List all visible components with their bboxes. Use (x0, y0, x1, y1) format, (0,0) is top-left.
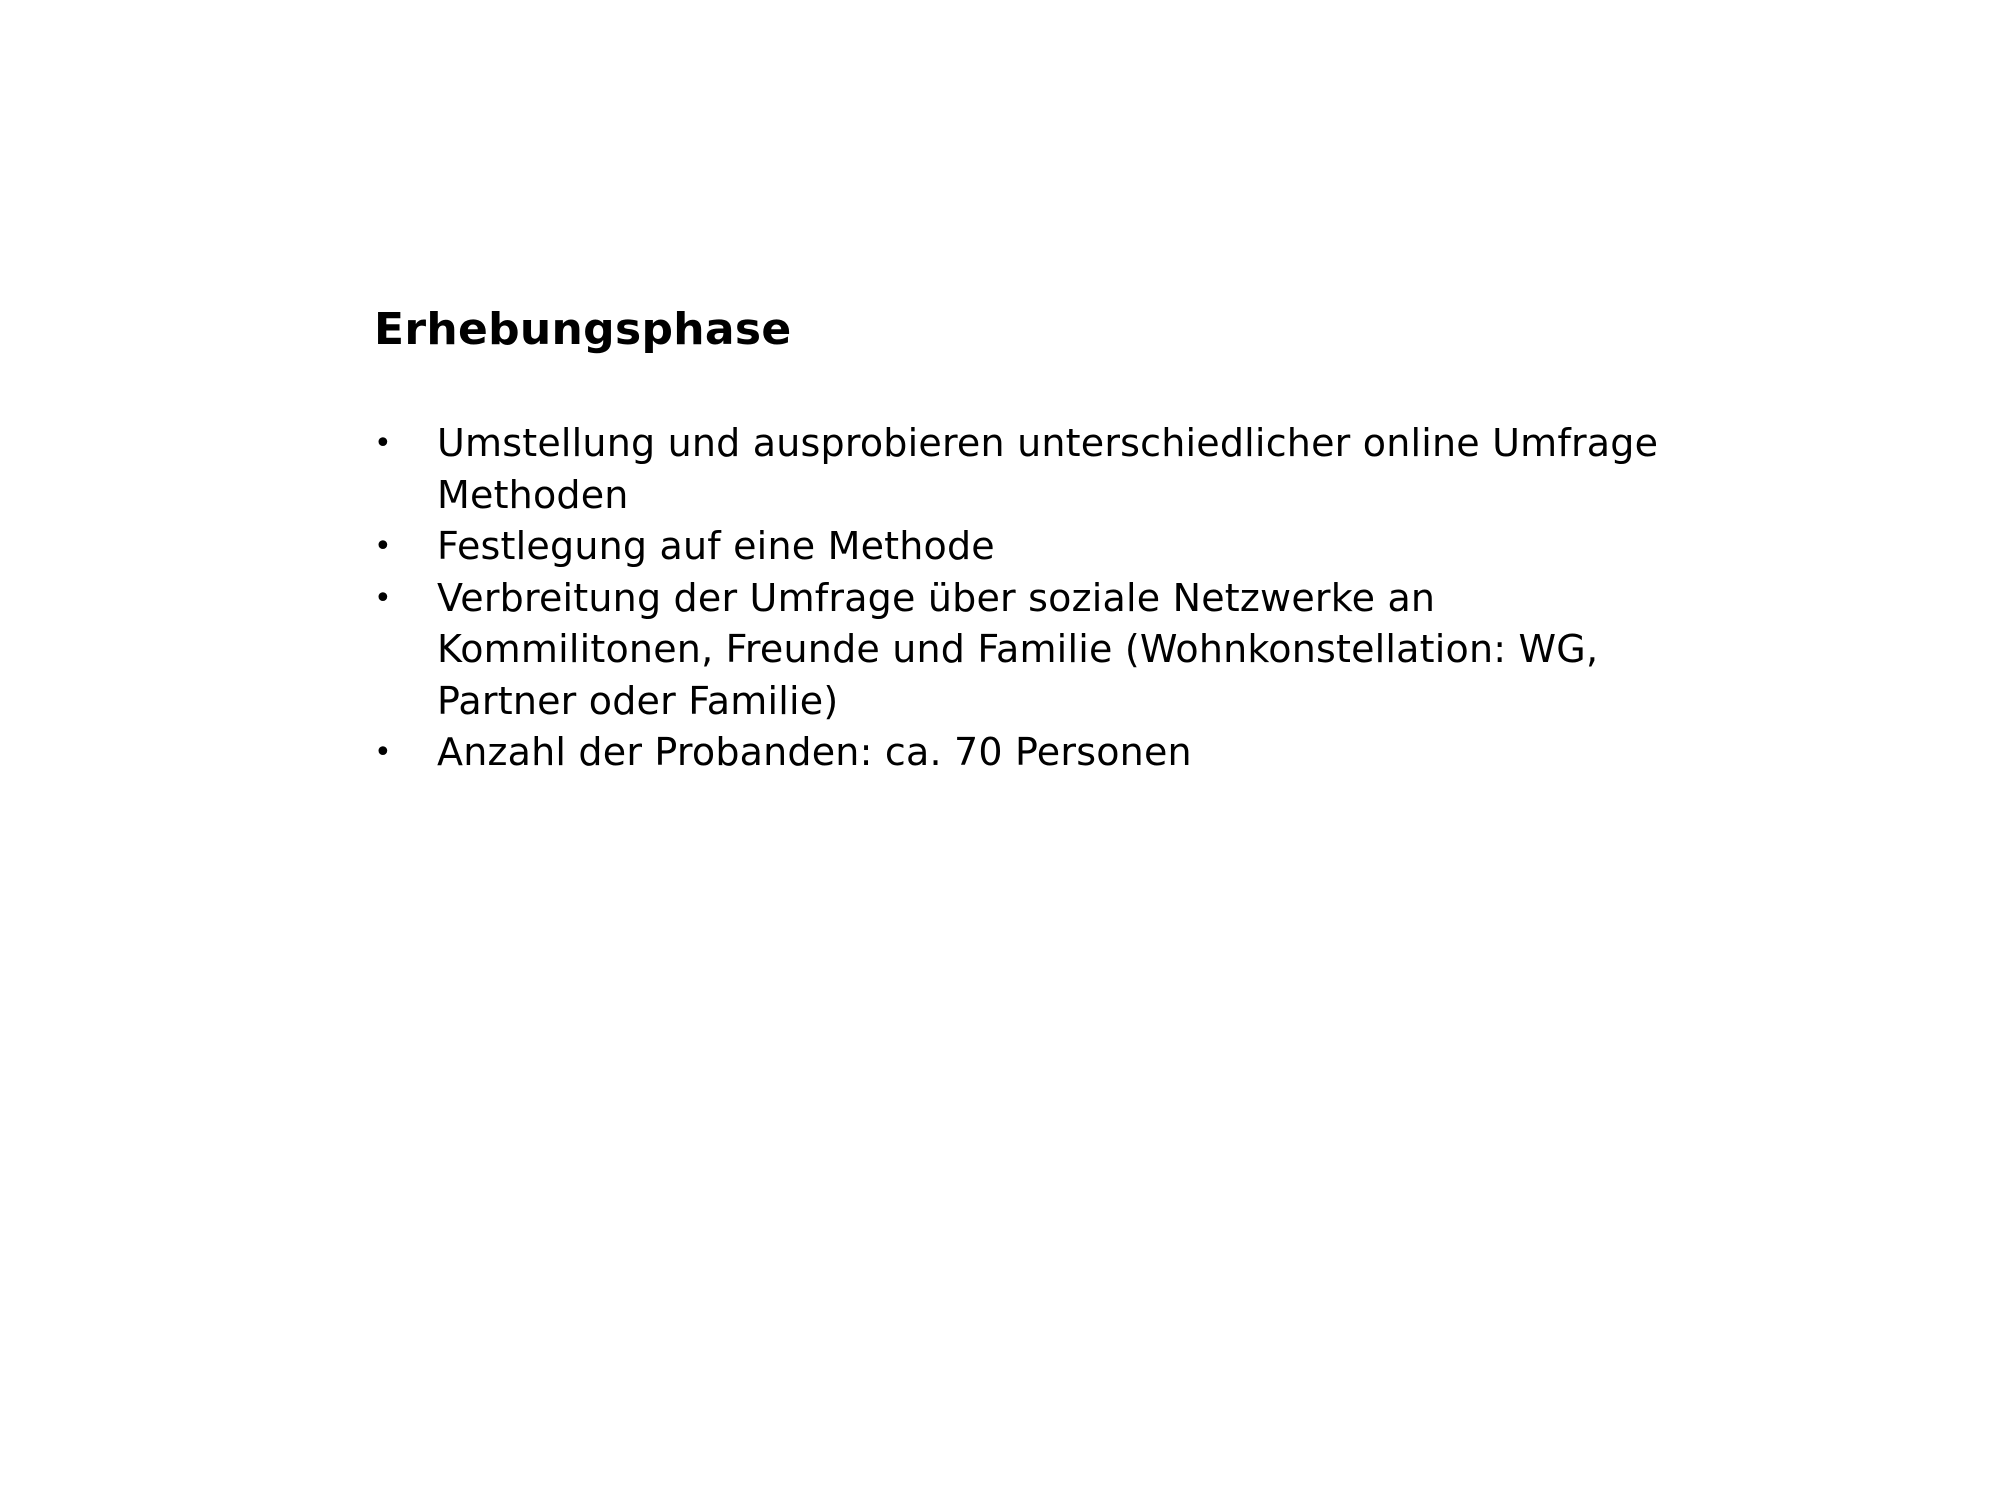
list-item (374, 418, 1704, 521)
slide-content (374, 296, 1704, 779)
list-item (374, 573, 1704, 728)
bullet-text: Umstellung und ausprobieren unterschiedlicher online Umfrage Methoden (437, 421, 1659, 517)
bullet-text: Festlegung auf eine Methode (437, 524, 995, 568)
bullet-icon: • (374, 735, 392, 770)
list-item (374, 521, 1704, 573)
bullet-text: Verbreitung der Umfrage über soziale Netzwerke an Kommilitonen, Freunde und Familie (Wohnkonstellation: WG, Partner oder Familie) (437, 575, 1599, 723)
bullet-list (374, 418, 1704, 779)
bullet-icon: • (374, 580, 392, 616)
bullet-text: Anzahl der Probanden: ca. 70 Personen (437, 730, 1192, 774)
slide-title: Erhebungsphase (374, 304, 792, 355)
bullet-icon: • (374, 426, 392, 461)
list-item (374, 727, 1704, 779)
bullet-icon: • (374, 529, 392, 564)
